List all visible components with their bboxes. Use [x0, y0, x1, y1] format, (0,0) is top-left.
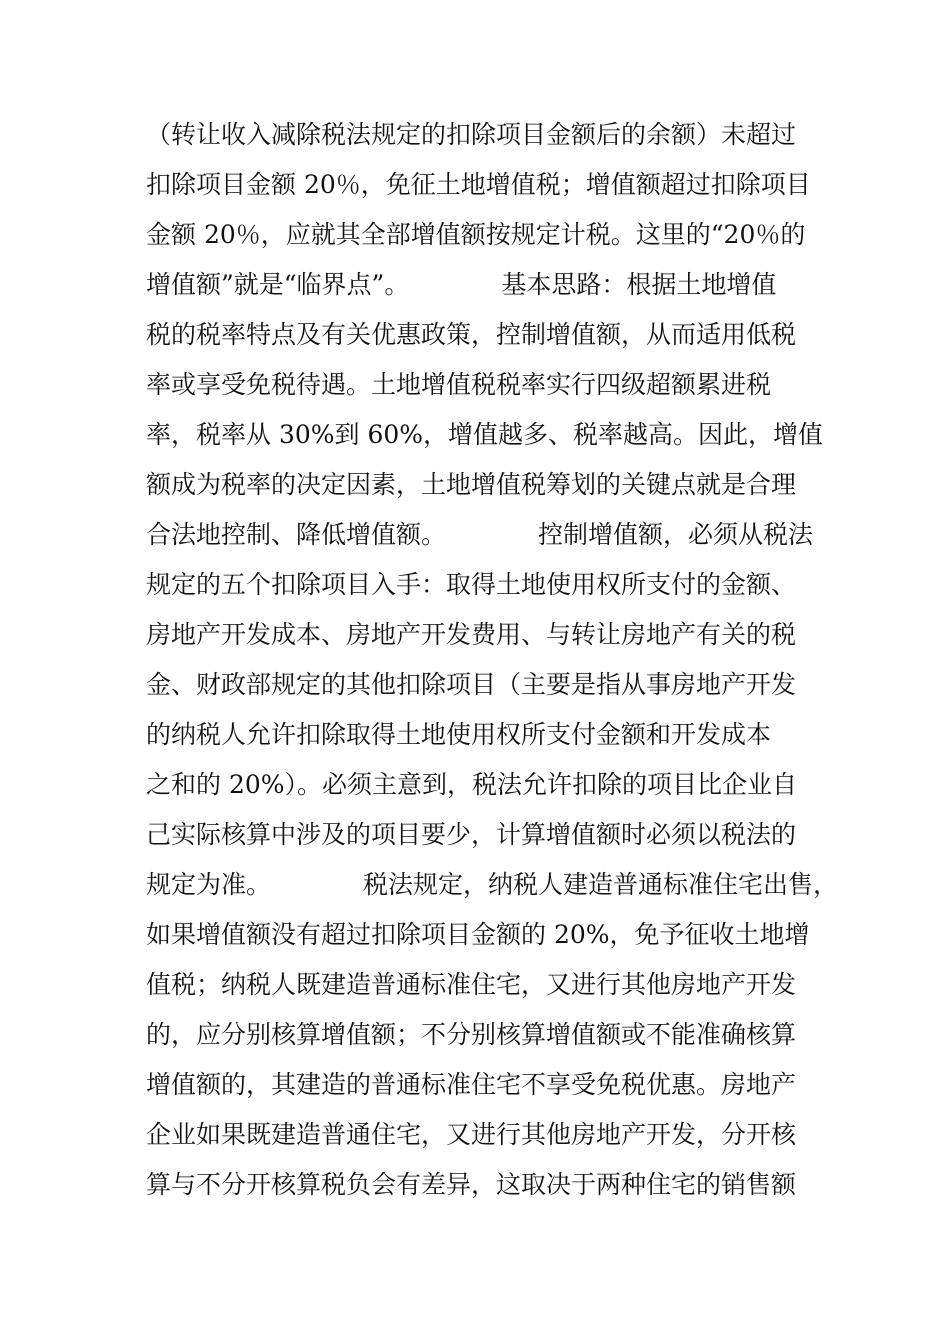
- text-segment: 控制增值额，必须从税法: [538, 520, 814, 549]
- text-line: 扣除项目金额 20％，免征土地增值税；增值额超过扣除项目: [146, 170, 811, 199]
- text-line: [146, 860, 839, 910]
- text-line: 如果增值额没有超过扣除项目金额的 20%，免予征收土地增: [146, 920, 810, 949]
- text-line: 税的税率特点及有关优惠政策，控制增值额，从而适用低税: [146, 320, 797, 349]
- text-line: 增值额的，其建造的普通标准住宅不享受免税优惠。房地产: [146, 1070, 797, 1099]
- text-line: 规定的五个扣除项目入手：取得土地使用权所支付的金额、: [146, 570, 797, 599]
- text-line: 金额 20％，应就其全部增值额按规定计税。这里的“20％的: [146, 220, 806, 249]
- text-line: 的，应分别核算增值额；不分别核算增值额或不能准确核算: [146, 1020, 797, 1049]
- text-line: 的纳税人允许扣除取得土地使用权所支付金额和开发成本: [146, 720, 772, 749]
- text-line: （转让收入减除税法规定的扣除项目金额后的余额）未超过: [146, 120, 797, 149]
- text-line: 算与不分开核算税负会有差异，这取决于两种住宅的销售额: [146, 1170, 797, 1199]
- text-line: 己实际核算中涉及的项目要少，计算增值额时必须以税法的: [146, 820, 797, 849]
- text-segment: 基本思路：根据土地增值: [501, 270, 777, 299]
- text-segment: 税法规定，纳税人建造普通标准住宅出售，: [363, 870, 839, 899]
- text-line: 率，税率从 30%到 60%，增值越多、税率越高。因此，增值: [146, 420, 824, 449]
- text-line: [146, 260, 816, 310]
- text-line: 额成为税率的决定因素，土地增值税筹划的关键点就是合理: [146, 470, 797, 499]
- text-line: 值税；纳税人既建造普通标准住宅，又进行其他房地产开发: [146, 970, 797, 999]
- body-text: [146, 110, 839, 1210]
- text-segment: 规定为准。: [146, 870, 272, 899]
- text-line: [146, 510, 816, 560]
- text-line: 之和的 20%）。必须主意到，税法允许扣除的项目比企业自: [146, 770, 798, 799]
- text-line: 企业如果既建造普通住宅，又进行其他房地产开发，分开核: [146, 1120, 797, 1149]
- text-line: 房地产开发成本、房地产开发费用、与转让房地产有关的税: [146, 620, 797, 649]
- text-line: 金、财政部规定的其他扣除项目（主要是指从事房地产开发: [146, 670, 797, 699]
- text-line: 率或享受免税待遇。土地增值税税率实行四级超额累进税: [146, 370, 772, 399]
- text-segment: 增值额”就是“临界点”。: [146, 270, 410, 299]
- text-segment: 合法地控制、降低增值额。: [146, 520, 447, 549]
